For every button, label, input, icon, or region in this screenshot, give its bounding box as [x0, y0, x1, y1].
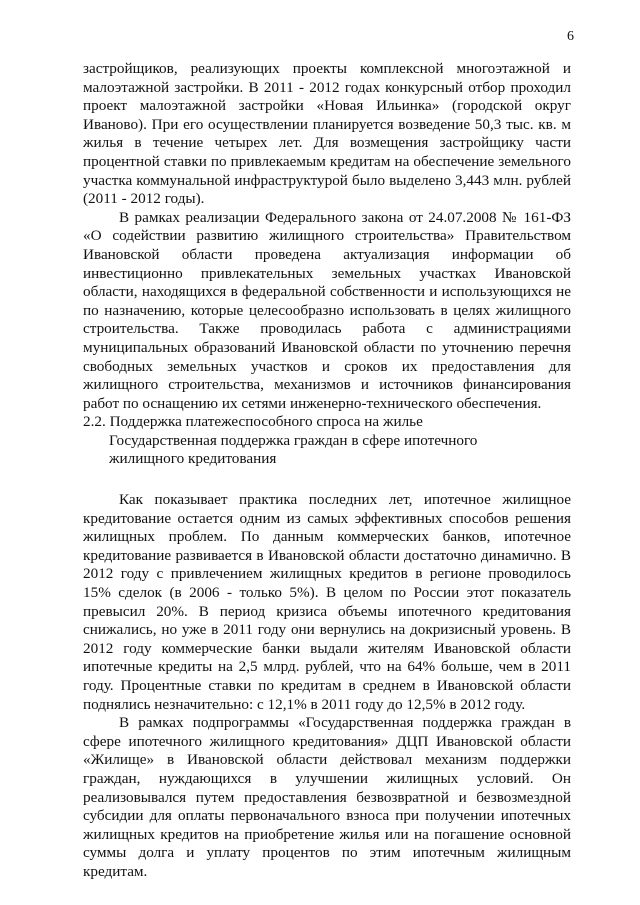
subsection-heading-line-2: жилищного кредитования: [109, 450, 277, 468]
subsection-heading: [83, 432, 571, 469]
paragraph-subprogram: В рамках подпрограммы «Государственная поддержка граждан в сфере ипотечного жилищного кредитования» ДЦП Ивановской области «Жилище» в Ивановской области действовал механизм поддержки граждан, нуждающихся в улучшении жилищных условий. Он реализовывался путем предоставления безвозвратной и безвозмездной субсидии для оплаты первоначального взноса при получении ипотечных жилищных кредитов на приобретение жилья или на погашение основной суммы долга и уплату процентов по этим ипотечным жилищным кредитам.: [83, 714, 571, 880]
section-heading: 2.2. Поддержка платежеспособного спроса на жилье: [83, 413, 423, 431]
page-number: 6: [567, 29, 574, 44]
subsection-heading-line-1: Государственная поддержка граждан в сфере ипотечного: [109, 431, 478, 449]
paragraph-mortgage-practice: Как показывает практика последних лет, ипотечное жилищное кредитование остается одним из самых эффективных способов решения жилищных проблем. По данным коммерческих банков, ипотечное кредитование развивается в Ивановской области достаточно динамично. В 2012 году с привлечением жилищных кредитов в регионе проводилось 15% сделок (в 2006 - только 5%). В целом по России этот показатель превысил 20%. В период кризиса объемы ипотечного кредитования снижались, но уже в 2011 году они вернулись на докризисный уровень. В 2012 году коммерческие банки выдали жителям Ивановской области ипотечные кредиты на 2,5 млрд. рублей, что на 64% больше, чем в 2011 году. Процентные ставки по кредитам в среднем в Ивановской области поднялись незначительно: с 12,1% в 2011 году до 12,5% в 2012 году.: [83, 491, 571, 713]
page-content: [83, 60, 571, 882]
paragraph-continuation: застройщиков, реализующих проекты комплексной многоэтажной и малоэтажной застройки. В 2011 - 2012 годах конкурсный отбор проходил проект малоэтажной застройки «Новая Ильинка» (городской округ Иваново). При его осуществлении планируется возведение 50,3 тыс. кв. м жилья в течение четырех лет. Для возмещения застройщику части процентной ставки по привлекаемым кредитам на обеспечение земельного участка коммунальной инфраструктурой было выделено 3,443 млн. рублей (2011 - 2012 годы).: [83, 60, 571, 208]
paragraph-federal-law: В рамках реализации Федерального закона от 24.07.2008 № 161-ФЗ «О содействии развитию жилищного строительства» Правительством Ивановской области проведена актуализация информации об инвестиционно привлекательных земельных участках Ивановской области, находящихся в федеральной собственности и использующихся не по назначению, которые целесообразно использовать в целях жилищного строительства. Также проводилась работа с администрациями муниципальных образований Ивановской области по уточнению перечня свободных земельных участков и сроков их предоставления для жилищного строительства, механизмов и источников финансирования работ по оснащению их сетями инженерно-технического обеспечения.: [83, 208, 571, 412]
spacer: [83, 469, 571, 491]
